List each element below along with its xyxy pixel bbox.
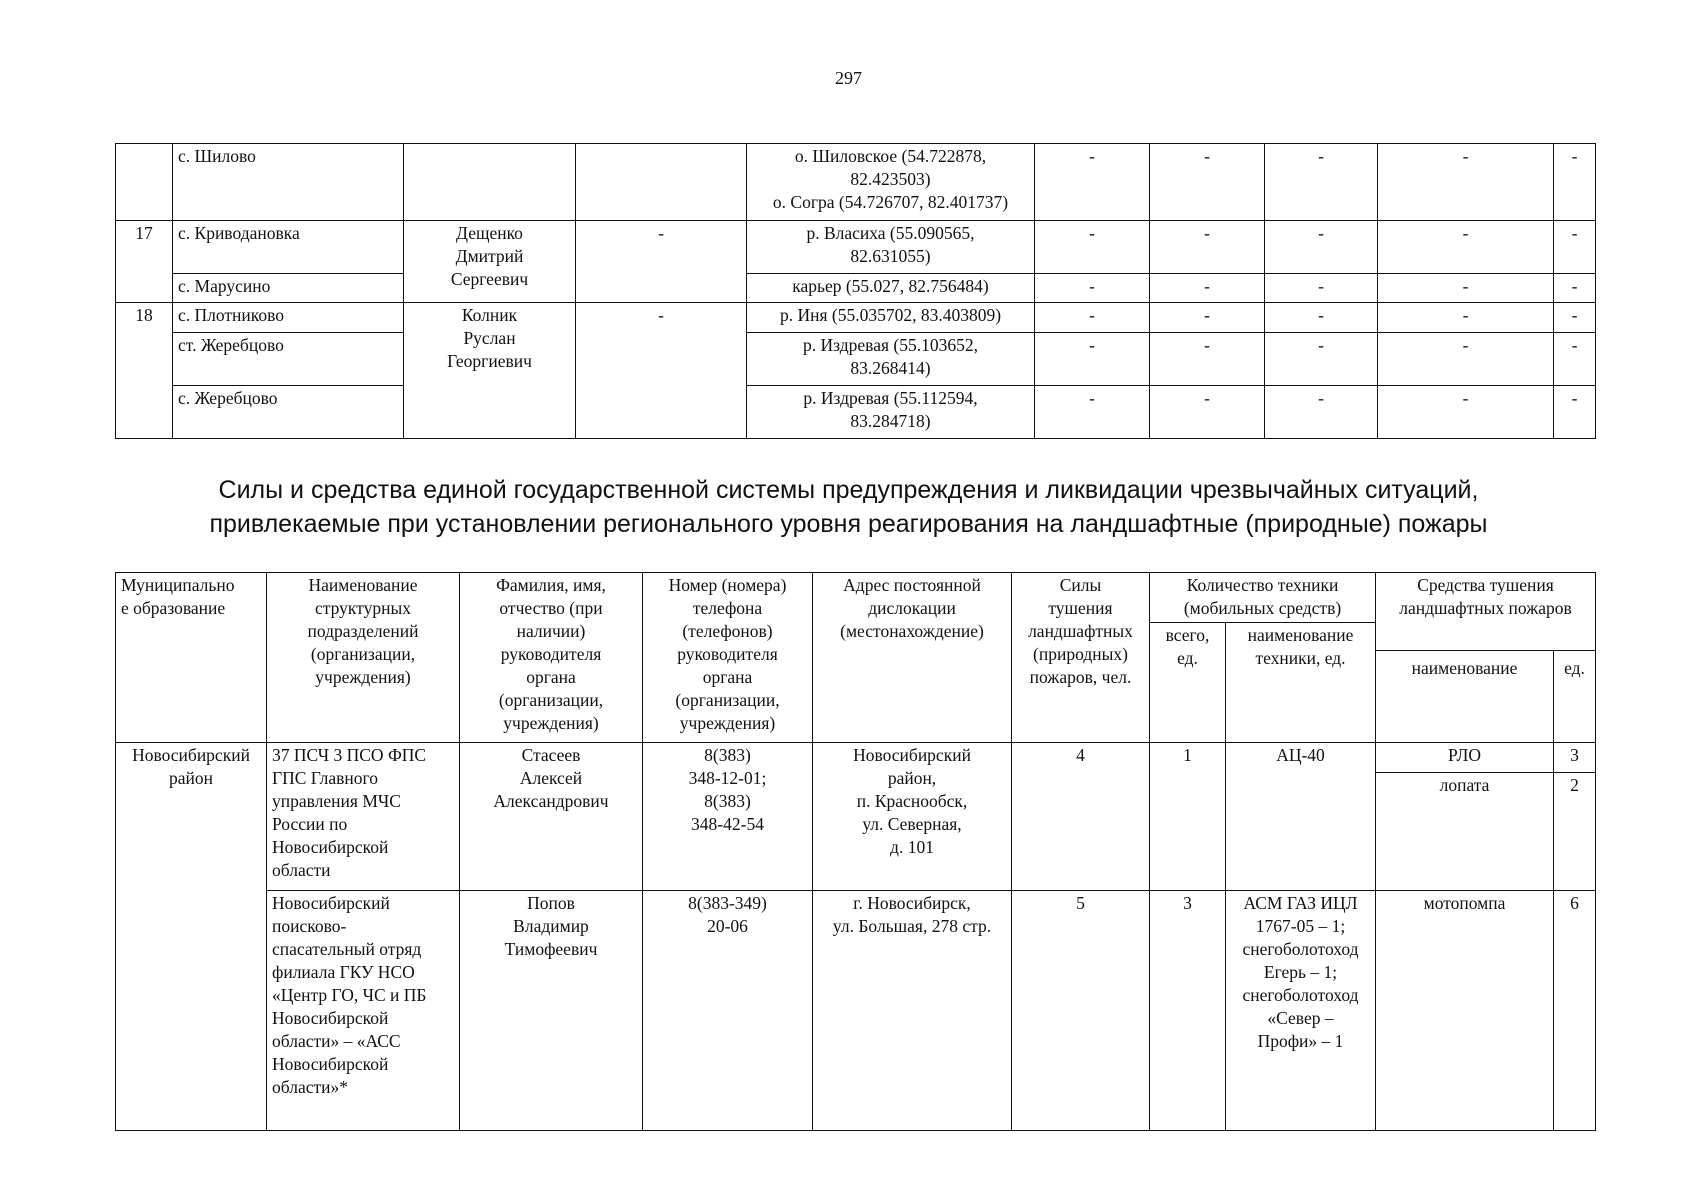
table-row: [116, 891, 1596, 1131]
row-number: 17: [116, 221, 173, 303]
forces-cell: 5: [1012, 891, 1150, 1131]
dash-cell: -: [1265, 303, 1378, 333]
settlement-cell: с. Плотниково: [173, 303, 404, 333]
dash-cell: -: [1035, 303, 1150, 333]
header-head: Фамилия, имя, отчество (при наличии) руководителя органа (организации, учреждения): [460, 573, 643, 743]
dash-cell: -: [1265, 144, 1378, 221]
header-address: Адрес постоянной дислокации (местонахождение): [813, 573, 1012, 743]
header-row: [116, 573, 1596, 623]
header-equipment-total: всего, ед.: [1150, 623, 1226, 743]
header-municipality: Муниципально е образование: [116, 573, 267, 743]
dash-cell: -: [1554, 333, 1596, 386]
table-row: [116, 274, 1596, 303]
heading-line-1: Силы и средства единой государственной системы предупреждения и ликвидации чрезвычайных ситуаций,: [218, 476, 1479, 504]
header-means: Средства тушения ландшафтных пожаров: [1376, 573, 1596, 651]
head-cell: [404, 144, 576, 221]
dash-cell: -: [1150, 333, 1265, 386]
water-source-cell: карьер (55.027, 82.756484): [747, 274, 1035, 303]
phone-cell: 8(383-349) 20-06: [643, 891, 813, 1131]
water-source-cell: о. Шиловское (54.722878, 82.423503) о. Согра (54.726707, 82.401737): [747, 144, 1035, 221]
settlement-cell: с. Шилово: [173, 144, 404, 221]
equipment-total-cell: 1: [1150, 743, 1226, 891]
head-cell: Стасеев Алексей Александрович: [460, 743, 643, 891]
means-name-cell: лопата: [1376, 773, 1554, 891]
dash-cell: -: [1265, 274, 1378, 303]
table-row: [116, 743, 1596, 773]
heading-line-2: привлекаемые при установлении регионального уровня реагирования на ландшафтные (природные) пожары: [209, 510, 1488, 538]
table-row: [116, 221, 1596, 274]
means-qty-cell: 6: [1554, 891, 1596, 1131]
dash-cell: -: [1378, 274, 1554, 303]
dash-cell: -: [1378, 333, 1554, 386]
equipment-name-cell: АЦ-40: [1226, 743, 1376, 891]
equipment-name-cell: АСМ ГАЗ ИЦЛ 1767-05 – 1; снегоболотоход Егерь – 1; снегоболотоход «Север – Профи» – 1: [1226, 891, 1376, 1131]
dash-cell: -: [1035, 386, 1150, 439]
water-source-cell: р. Иня (55.035702, 83.403809): [747, 303, 1035, 333]
water-source-cell: р. Власиха (55.090565, 82.631055): [747, 221, 1035, 274]
table-row: [116, 333, 1596, 386]
unit-cell: 37 ПСЧ 3 ПСО ФПС ГПС Главного управления МЧС России по Новосибирской области: [267, 743, 460, 891]
dash-cell: -: [1150, 221, 1265, 274]
phone-cell: -: [576, 221, 747, 303]
dash-cell: -: [1554, 303, 1596, 333]
dash-cell: -: [1265, 333, 1378, 386]
dash-cell: -: [1150, 144, 1265, 221]
equipment-total-cell: 3: [1150, 891, 1226, 1131]
dash-cell: -: [1035, 221, 1150, 274]
municipality-cell: Новосибирский район: [116, 743, 267, 1131]
settlement-cell: с. Криводановка: [173, 221, 404, 274]
dash-cell: -: [1554, 386, 1596, 439]
address-cell: г. Новосибирск, ул. Большая, 278 стр.: [813, 891, 1012, 1131]
dash-cell: -: [1378, 221, 1554, 274]
table-row: [116, 144, 1596, 221]
page-number: 297: [835, 68, 862, 88]
dash-cell: -: [1035, 144, 1150, 221]
dash-cell: -: [1554, 221, 1596, 274]
top-table: [115, 143, 1596, 439]
forces-cell: 4: [1012, 743, 1150, 891]
dash-cell: -: [1035, 274, 1150, 303]
head-cell: Дещенко Дмитрий Сергеевич: [404, 221, 576, 303]
section-heading: [0, 473, 1697, 541]
table-row: [116, 303, 1596, 333]
dash-cell: -: [1554, 144, 1596, 221]
dash-cell: -: [1378, 386, 1554, 439]
phone-cell: 8(383) 348-12-01; 8(383) 348-42-54: [643, 743, 813, 891]
dash-cell: -: [1265, 386, 1378, 439]
water-source-cell: р. Издревая (55.112594, 83.284718): [747, 386, 1035, 439]
dash-cell: -: [1378, 144, 1554, 221]
settlement-cell: с. Марусино: [173, 274, 404, 303]
means-qty-cell: 3: [1554, 743, 1596, 773]
dash-cell: -: [1150, 274, 1265, 303]
phone-cell: [576, 144, 747, 221]
dash-cell: -: [1150, 303, 1265, 333]
table-row: [116, 386, 1596, 439]
row-number: [116, 144, 173, 221]
header-unit: Наименование структурных подразделений (организации, учреждения): [267, 573, 460, 743]
dash-cell: -: [1378, 303, 1554, 333]
head-cell: Колник Руслан Георгиевич: [404, 303, 576, 439]
header-forces: Силы тушения ландшафтных (природных) пожаров, чел.: [1012, 573, 1150, 743]
dash-cell: -: [1265, 221, 1378, 274]
header-phone: Номер (номера) телефона (телефонов) руководителя органа (организации, учреждения): [643, 573, 813, 743]
dash-cell: -: [1035, 333, 1150, 386]
means-name-cell: РЛО: [1376, 743, 1554, 773]
water-source-cell: р. Издревая (55.103652, 83.268414): [747, 333, 1035, 386]
unit-cell: Новосибирский поисково- спасательный отряд филиала ГКУ НСО «Центр ГО, ЧС и ПБ Новосибирской области» – «АСС Новосибирской области»*: [267, 891, 460, 1131]
settlement-cell: ст. Жеребцово: [173, 333, 404, 386]
header-means-name: наименование: [1376, 651, 1554, 743]
header-equipment: Количество техники (мобильных средств): [1150, 573, 1376, 623]
header-means-unit: ед.: [1554, 651, 1596, 743]
head-cell: Попов Владимир Тимофеевич: [460, 891, 643, 1131]
forces-table: [115, 572, 1596, 1131]
settlement-cell: с. Жеребцово: [173, 386, 404, 439]
header-equipment-name: наименование техники, ед.: [1226, 623, 1376, 743]
row-number: 18: [116, 303, 173, 439]
phone-cell: -: [576, 303, 747, 439]
dash-cell: -: [1554, 274, 1596, 303]
means-qty-cell: 2: [1554, 773, 1596, 891]
address-cell: Новосибирский район, п. Краснообск, ул. Северная, д. 101: [813, 743, 1012, 891]
means-name-cell: мотопомпа: [1376, 891, 1554, 1131]
dash-cell: -: [1150, 386, 1265, 439]
